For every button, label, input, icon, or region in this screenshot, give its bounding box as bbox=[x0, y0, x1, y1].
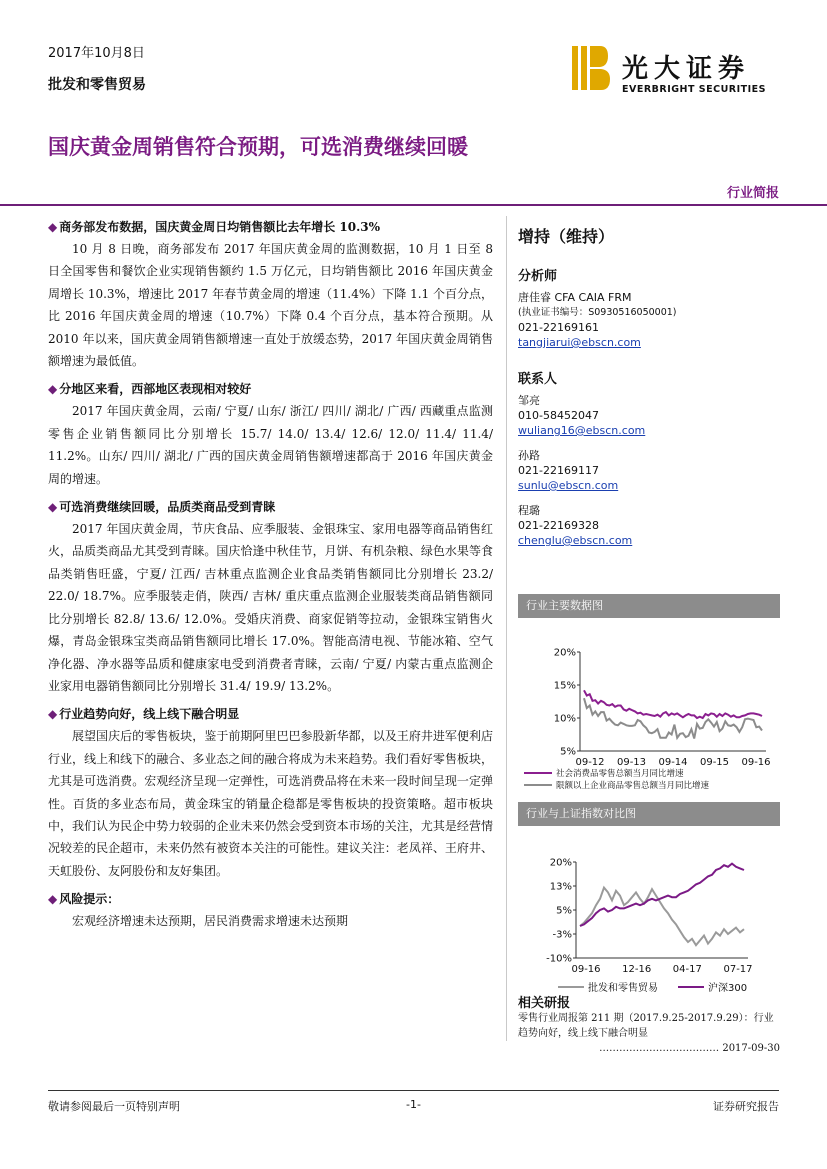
analyst-cert: (执业证书编号：S0930516050001) bbox=[518, 307, 677, 318]
contact-email-link[interactable]: wuliang16@ebscn.com bbox=[518, 424, 646, 437]
contact-item bbox=[518, 393, 780, 438]
section-paragraph: 2017 年国庆黄金周，云南/ 宁夏/ 山东/ 浙江/ 四川/ 湖北/ 广西/ 西藏重点监测零售企业销售额同比分别增长 15.7/ 14.0/ 13.4/ 12.6/ 12.0/ 11.4/ 11.4/ 11.2%。山东/ 四川/ 湖北/ 广西的国庆黄金周销售额增速都高于 2016 年国庆黄金周的增速。 bbox=[48, 404, 493, 486]
diamond-bullet-icon: ◆ bbox=[48, 707, 58, 722]
section-paragraph: 2017 年国庆黄金周，节庆食品、应季服装、金银珠宝、家用电器等商品销售红火，品质类商品尤其受到青睐。国庆恰逢中秋佳节，月饼、有机杂粮、绿色水果等食品类销售旺盛，宁夏/ 江西/ 吉林重点监测企业食品类销售额同比分别增长 23.2/ 22.0/ 18.7%。应季服装走俏，陕西/ 吉林/ 重庆重点监测企业服装类商品销售额同比分别增长 82.8/ 13.6/ 12.0%。受婚庆消费、商家促销等拉动，金银珠宝销售火爆，青岛金银珠宝类商品销售额同比增长 17.0%。智能高清电视、节能冰箱、空气净化器、净水器等品质和健康家电受到消费者青睐，云南/ 宁夏/ 内蒙古重点监测企业家用电器销售额同比分别增长 31.4/ 19.9/ 13.2%。 bbox=[48, 522, 493, 693]
related-report-link[interactable]: 零售行业周报第 211 期（2017.9.25-2017.9.29）：行业趋势向好，线上线下融合明显 bbox=[518, 1013, 774, 1039]
legend-label: 批发和零售贸易 bbox=[588, 983, 658, 994]
chart-title: 行业与上证指数对比图 bbox=[518, 802, 780, 826]
contact-item bbox=[518, 503, 780, 548]
section-heading: ◆ 分地区来看，西部地区表现相对较好 bbox=[48, 382, 252, 397]
index-comparison-chart-svg bbox=[518, 826, 780, 1002]
industry-data-chart bbox=[518, 594, 780, 802]
related-reports bbox=[518, 992, 780, 1056]
series-line-1 bbox=[584, 690, 762, 718]
footer-disclaimer: 敬请参阅最后一页特别声明 bbox=[48, 1100, 180, 1113]
section-heading: ◆ 风险提示： bbox=[48, 892, 120, 907]
x-tick-label: 09-16 bbox=[571, 964, 601, 975]
main-body bbox=[48, 216, 493, 939]
section-paragraph: 宏观经济增速未达预期，居民消费需求增速未达预期 bbox=[72, 914, 349, 929]
section-3 bbox=[48, 496, 493, 697]
x-tick-label: 09-16 bbox=[741, 757, 771, 768]
footer-report-label: 证券研究报告 bbox=[713, 1100, 779, 1113]
report-type: 行业简报 bbox=[726, 186, 779, 201]
y-tick-label: 15% bbox=[553, 680, 576, 692]
section-heading: ◆ 行业趋势向好，线上线下融合明显 bbox=[48, 707, 240, 722]
related-heading: 相关研报 bbox=[518, 996, 571, 1011]
diamond-bullet-icon: ◆ bbox=[48, 892, 58, 907]
contact-name: 邹亮 bbox=[518, 394, 540, 407]
y-tick-label: 20% bbox=[553, 647, 576, 659]
analyst-phone: 021-22169161 bbox=[518, 321, 599, 334]
related-report-date: ……………………………… 2017-09-30 bbox=[599, 1043, 780, 1054]
company-logo-text: 光大证券 bbox=[622, 54, 751, 84]
y-tick-label: -3% bbox=[552, 929, 572, 941]
y-tick-label: 5% bbox=[556, 905, 572, 917]
x-tick-label: 07-17 bbox=[723, 964, 753, 975]
contact-email-link[interactable]: sunlu@ebscn.com bbox=[518, 479, 619, 492]
contacts-heading: 联系人 bbox=[518, 372, 558, 387]
legend-label: 社会消费品零售总额当月同比增速 bbox=[556, 769, 684, 779]
x-tick-label: 09-12 bbox=[575, 757, 605, 768]
section-5 bbox=[48, 888, 493, 932]
y-tick-label: 10% bbox=[553, 713, 576, 725]
contact-item bbox=[518, 448, 780, 493]
report-title: 国庆黄金周销售符合预期，可选消费继续回暖 bbox=[48, 135, 468, 159]
section-1 bbox=[48, 216, 493, 372]
x-tick-label: 09-15 bbox=[699, 757, 730, 768]
section-4 bbox=[48, 703, 493, 882]
company-logo-english: EVERBRIGHT SECURITIES bbox=[622, 84, 766, 95]
contact-name: 程璐 bbox=[518, 504, 540, 517]
y-tick-label: 13% bbox=[549, 881, 572, 893]
diamond-bullet-icon: ◆ bbox=[48, 500, 58, 515]
section-heading: ◆ 可选消费继续回暖，品质类商品受到青睐 bbox=[48, 500, 276, 515]
section-paragraph: 10 月 8 日晚，商务部发布 2017 年国庆黄金周的监测数据，10 月 1 日至 8 日全国零售和餐饮企业实现销售额约 1.5 万亿元，日均销售额比 2016 年国庆黄金周增长 10.3%，增速比 2017 年春节黄金周的增速（11.4%）下降 1.1 个百分点，比 2016 年国庆黄金周的增速（10.7%）下降 0.4 个百分点，基本符合预期。从 2010 年以来，国庆黄金周销售额增速一直处于放缓态势，2017 年国庆黄金周销售额增速为最低值。 bbox=[48, 242, 493, 369]
chart-title: 行业主要数据图 bbox=[518, 594, 780, 618]
index-comparison-chart bbox=[518, 802, 780, 1006]
contact-phone: 021-22169117 bbox=[518, 464, 599, 477]
diamond-bullet-icon: ◆ bbox=[48, 382, 58, 397]
contact-name: 孙路 bbox=[518, 449, 540, 462]
legend-label: 沪深300 bbox=[708, 983, 748, 994]
series-line-1 bbox=[580, 888, 744, 946]
analyst-heading: 分析师 bbox=[518, 269, 558, 284]
legend-label: 限额以上企业商品零售总额当月同比增速 bbox=[556, 781, 710, 791]
sidebar bbox=[518, 216, 780, 548]
analyst-email-link[interactable]: tangjiarui@ebscn.com bbox=[518, 336, 641, 349]
contact-phone: 010-58452047 bbox=[518, 409, 599, 422]
x-tick-label: 09-14 bbox=[658, 757, 688, 768]
footer-divider bbox=[48, 1090, 779, 1091]
section-2 bbox=[48, 378, 493, 490]
page-number: -1- bbox=[406, 1098, 421, 1111]
report-date: 2017年10月8日 bbox=[48, 46, 145, 61]
y-tick-label: 5% bbox=[560, 746, 576, 758]
everbright-logo-mark bbox=[572, 46, 610, 90]
rating: 增持（维持） bbox=[518, 227, 615, 246]
y-tick-label: -10% bbox=[546, 953, 572, 965]
sector-name: 批发和零售贸易 bbox=[48, 77, 146, 93]
x-tick-label: 09-13 bbox=[616, 757, 647, 768]
contact-email-link[interactable]: chenglu@ebscn.com bbox=[518, 534, 633, 547]
x-tick-label: 04-17 bbox=[672, 964, 702, 975]
column-divider bbox=[506, 216, 507, 1041]
contact-phone: 021-22169328 bbox=[518, 519, 599, 532]
section-paragraph: 展望国庆后的零售板块，鉴于前期阿里巴巴参股新华都，以及王府井进军便利店行业，线上和线下的融合、多业态之间的融合将成为未来趋势。我们看好零售板块，尤其是可选消费。宏观经济呈现一定弹性，可选消费品将在未来一段时间呈现一定弹性。百货的多业态布局，黄金珠宝的销量企稳都是零售板块的投资策略。超市板块中，我们认为民企中势力较弱的企业未来仍然会受到资本市场的关注，尤其是经营情况较差的民企超市，未来仍然有被资本关注的可能性。建议关注：老凤祥、王府井、天虹股份、友阿股份和友好集团。 bbox=[48, 729, 493, 878]
y-tick-label: 20% bbox=[549, 857, 572, 869]
x-tick-label: 12-16 bbox=[622, 964, 652, 975]
section-heading: ◆ 商务部发布数据，国庆黄金周日均销售额比去年增长 10.3% bbox=[48, 220, 381, 234]
industry-data-chart-svg bbox=[518, 618, 780, 798]
analyst-name: 唐佳睿 CFA CAIA FRM bbox=[518, 291, 632, 304]
series-line-2 bbox=[580, 864, 744, 926]
header-divider bbox=[0, 204, 827, 206]
diamond-bullet-icon: ◆ bbox=[48, 220, 58, 234]
